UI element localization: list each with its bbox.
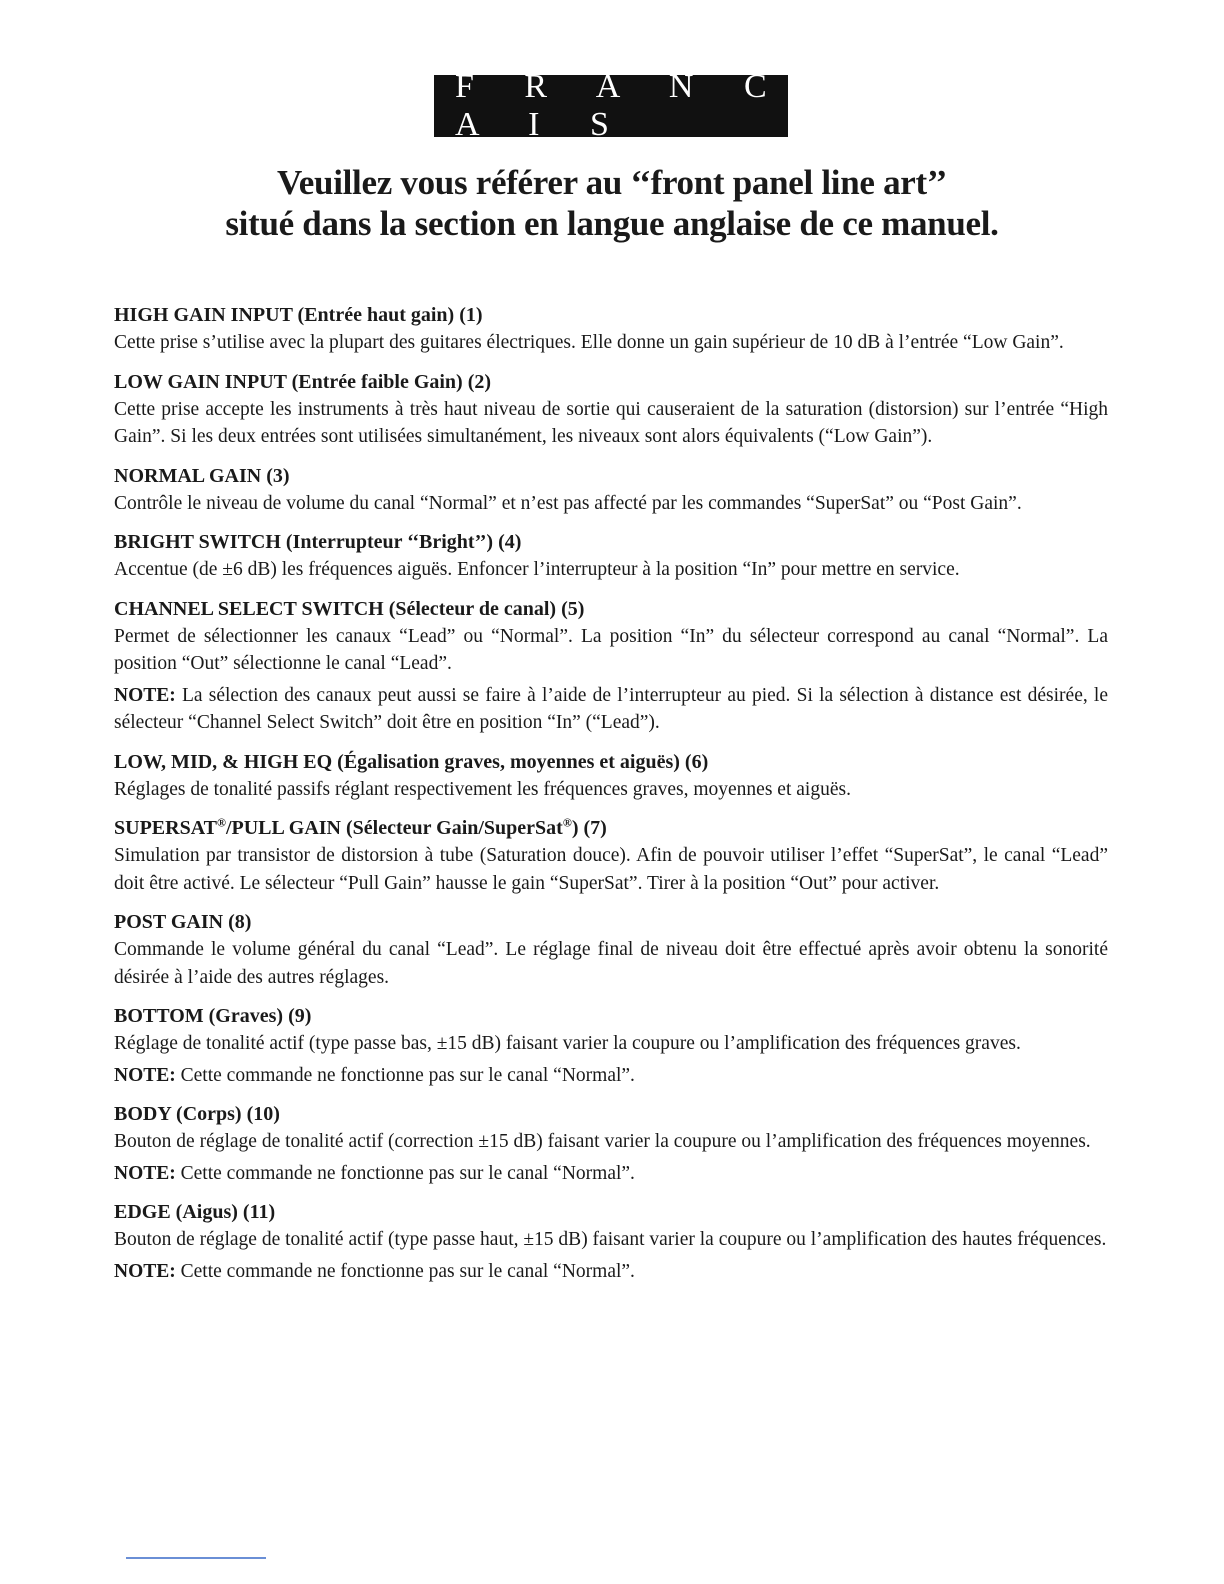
note-label: NOTE: [114, 1162, 176, 1184]
section-note [114, 1258, 1108, 1286]
section-note [114, 1160, 1108, 1188]
section-title: LOW GAIN INPUT (Entrée faible Gain) (2) [114, 370, 492, 393]
section-text: Réglage de tonalité actif (type passe bas, ±15 dB) faisant varier la coupure ou l’amplification des fréquences graves. [114, 1033, 1021, 1054]
note-label: NOTE: [114, 1064, 176, 1086]
section-title: HIGH GAIN INPUT (Entrée haut gain) (1) [114, 304, 483, 326]
document-body [114, 302, 1108, 1297]
note-text: Cette commande ne fonctionne pas sur le canal “Normal”. [180, 1064, 635, 1086]
intro-heading [0, 162, 1224, 244]
note-text: Cette commande ne fonctionne pas sur le canal “Normal”. [180, 1162, 635, 1184]
section-high-gain-input [114, 302, 1108, 357]
section-channel-select-switch [114, 596, 1108, 737]
section-note [114, 1062, 1108, 1090]
section-title: BOTTOM (Graves) (9) [114, 1005, 312, 1027]
section-normal-gain [114, 463, 1108, 518]
section-text: Bouton de réglage de tonalité actif (type passe haut, ±15 dB) faisant varier la coupure ou l’amplification des hautes fréquences. [114, 1229, 1107, 1250]
title-part: SUPERSAT [114, 817, 217, 839]
section-title: BODY (Corps) (10) [114, 1103, 280, 1125]
section-text: Accentue (de ±6 dB) les fréquences aiguës. Enfoncer l’interrupteur à la position “In” pour mettre en service. [114, 559, 960, 580]
section-supersat-pull-gain [114, 815, 1108, 897]
section-title: NORMAL GAIN (3) [114, 464, 290, 487]
section-text: Simulation par transistor de distorsion à tube (Saturation douce). Afin de pouvoir utiliser l’effet “SuperSat”, le canal “Lead” doit être activé. Le sélecteur “Pull Gain” hausse le gain “SuperSat”. Tirer à la position “Out” pour activer. [114, 845, 1108, 894]
note-label: NOTE: [114, 684, 176, 706]
section-text: Bouton de réglage de tonalité actif (correction ±15 dB) faisant varier la coupure ou l’amplification des fréquences moyennes. [114, 1131, 1091, 1152]
title-part: ) (7) [571, 817, 607, 839]
section-title: LOW, MID, & HIGH EQ (Égalisation graves, moyennes et aiguës) (6) [114, 750, 709, 773]
note-text: Cette commande ne fonctionne pas sur le canal “Normal”. [180, 1260, 635, 1282]
section-text: Permet de sélectionner les canaux “Lead” ou “Normal”. La position “In” du sélecteur correspond au canal “Normal”. La position “Out” sélectionne le canal “Lead”. [114, 625, 1108, 674]
note-text: La sélection des canaux peut aussi se faire à l’aide de l’interrupteur au pied. Si la sélection à distance est désirée, le sélecteur “Channel Select Switch” doit être en position “In” (“Lead”). [114, 684, 1108, 733]
section-title: EDGE (Aigus) (11) [114, 1201, 276, 1223]
section-bottom [114, 1003, 1108, 1089]
registered-mark: ® [217, 815, 226, 830]
section-title: CHANNEL SELECT SWITCH (Sélecteur de canal) (5) [114, 597, 585, 620]
section-bright-switch [114, 529, 1108, 584]
section-edge [114, 1199, 1108, 1285]
section-text: Contrôle le niveau de volume du canal “Normal” et n’est pas affecté par les commandes “SuperSat” ou “Post Gain”. [114, 492, 1022, 514]
footer-divider [126, 1557, 266, 1559]
section-post-gain [114, 909, 1108, 991]
section-text: Réglages de tonalité passifs réglant respectivement les fréquences graves, moyennes et aiguës. [114, 778, 851, 800]
intro-line-1: Veuillez vous référer au ‘‘front panel line art’’ [277, 163, 947, 202]
section-title: POST GAIN (8) [114, 911, 252, 933]
section-low-mid-high-eq [114, 749, 1108, 804]
title-part: /PULL GAIN (Sélecteur Gain/SuperSat [225, 817, 563, 839]
section-low-gain-input [114, 369, 1108, 451]
section-title [114, 815, 1108, 842]
section-text: Cette prise s’utilise avec la plupart des guitares électriques. Elle donne un gain supérieur de 10 dB à l’entrée “Low Gain”. [114, 332, 1064, 353]
language-banner [434, 68, 788, 143]
language-banner-label: F R A N C A I S [455, 68, 788, 143]
registered-mark: ® [562, 815, 572, 830]
section-text: Cette prise accepte les instruments à très haut niveau de sortie qui causeraient de la saturation (distorsion) sur l’entrée “High Gain”. Si les deux entrées sont utilisées simultanément, les niveaux sont alors équivalents (“Low Gain”). [114, 398, 1108, 447]
section-text: Commande le volume général du canal “Lead”. Le réglage final de niveau doit être effectué après avoir obtenu la sonorité désirée à l’aide des autres réglages. [114, 939, 1108, 988]
section-note [114, 682, 1108, 737]
section-title: BRIGHT SWITCH (Interrupteur ‘‘Bright’’) (4) [114, 531, 522, 553]
section-body [114, 1101, 1108, 1187]
note-label: NOTE: [114, 1260, 176, 1282]
intro-line-2: situé dans la section en langue anglaise de ce manuel. [225, 204, 999, 243]
